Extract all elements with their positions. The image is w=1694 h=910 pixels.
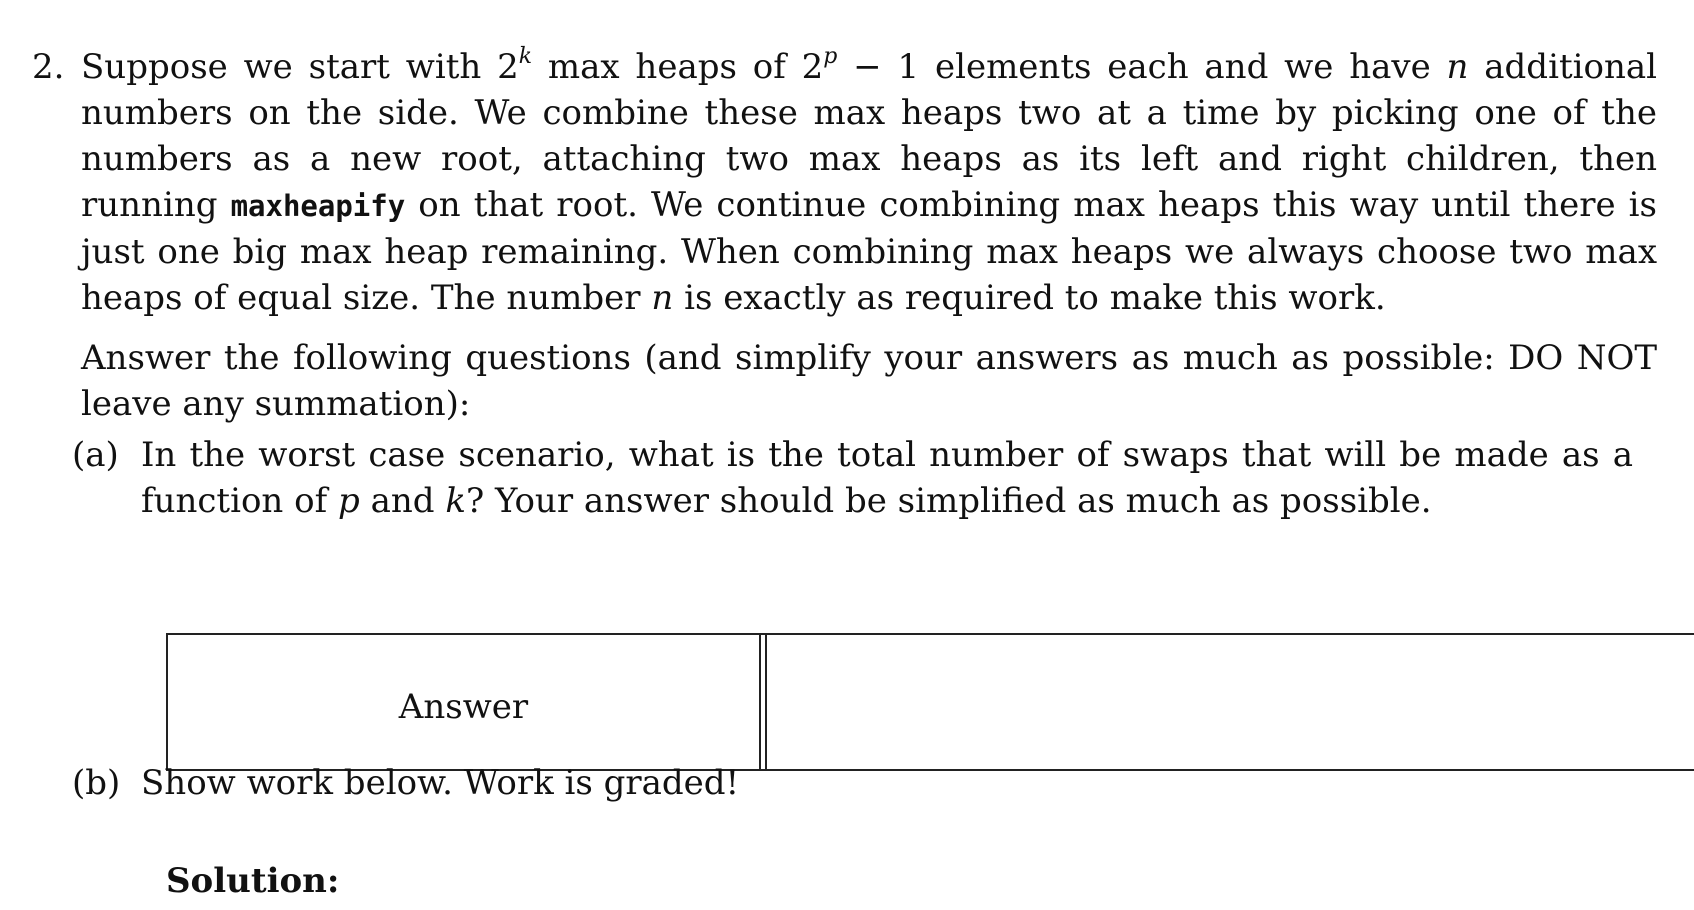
problem-number: 2. [32, 47, 65, 87]
variable-p: p [338, 481, 360, 521]
variable-n: n [1446, 47, 1469, 87]
part-b-label: (b) [72, 763, 121, 803]
variable-k: k [445, 481, 466, 521]
code-maxheapify: maxheapify [230, 189, 406, 223]
statement-text: on that root. We continue combining max heaps this way until there is just one big max heap remaining. When combining max heaps we always choose two max heaps of equal size. The number [81, 185, 1657, 318]
answer-field[interactable] [767, 635, 1694, 769]
instructions: Answer the following questions (and simplify your answers as much as possible: DO NOT leave any summation): [81, 338, 1657, 424]
question-text: In the worst case scenario, what is the total number of swaps that will be made as a function of [141, 435, 1633, 521]
statement-text: additional numbers on the side. We combine these max heaps two at a time by picking one of the numbers as a new root, attaching two max heaps as its left and right children, then running [81, 47, 1657, 225]
part-a-label: (a) [72, 435, 119, 475]
solution-heading: Solution: [166, 861, 340, 901]
part-a-question [141, 432, 1633, 524]
variable-n: n [651, 278, 674, 318]
statement-text: is exactly as required to make this work. [673, 278, 1386, 318]
answer-box [166, 633, 1694, 771]
statement-text: Suppose we start with 2 [81, 47, 519, 87]
answer-label: Answer [168, 635, 761, 769]
question-text: ? Your answer should be simplified as much as possible. [465, 481, 1432, 521]
part-b-text: Show work below. Work is graded! [141, 763, 740, 803]
problem-statement [81, 44, 1657, 321]
exponent-p: p [823, 44, 838, 69]
exponent-k: k [518, 44, 533, 69]
statement-text: − 1 elements each and we have [837, 47, 1447, 87]
statement-text: max heaps of 2 [532, 47, 824, 87]
question-text: and [359, 481, 446, 521]
problem-body [81, 44, 1657, 427]
